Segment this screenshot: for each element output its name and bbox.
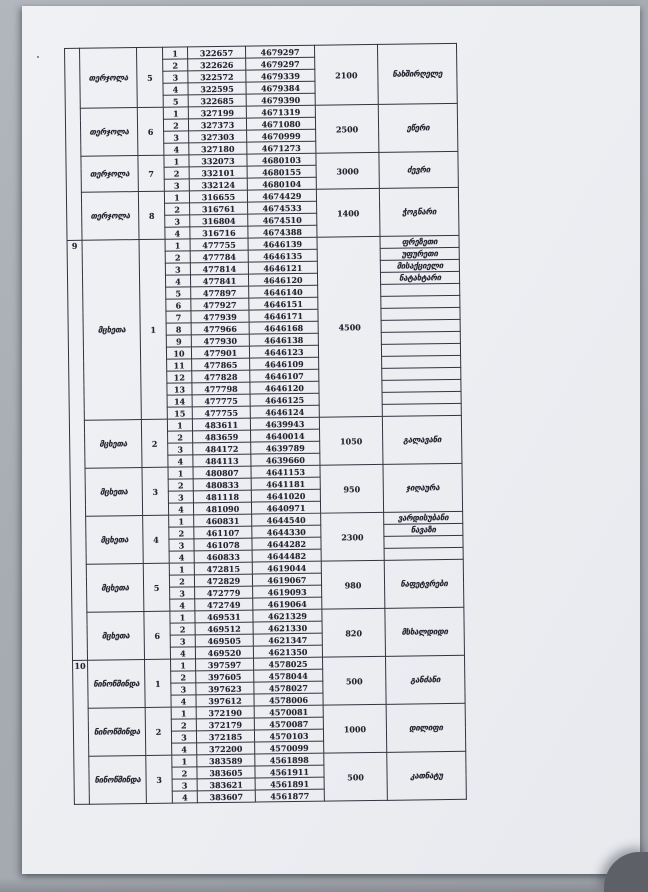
point-number-cell: 4 (168, 503, 193, 515)
y-coordinate-cell: 4679297 (245, 45, 314, 58)
point-number-cell: 15 (167, 407, 192, 419)
y-coordinate-cell: 4646140 (249, 285, 318, 298)
x-coordinate-cell: 461107 (194, 526, 252, 539)
license-number-cell: 5 (137, 47, 164, 107)
y-coordinate-cell: 4646123 (249, 345, 318, 358)
municipality-name-cell: თერჯოლა (81, 156, 138, 193)
x-coordinate-cell: 469520 (195, 646, 253, 659)
village-name-cell (381, 343, 460, 356)
village-name-cell (381, 295, 460, 308)
y-coordinate-cell: 4646171 (249, 309, 318, 322)
point-number-cell: 3 (170, 587, 195, 599)
point-number-cell: 2 (172, 767, 197, 779)
x-coordinate-cell: 383607 (197, 790, 255, 803)
point-number-cell: 3 (171, 731, 196, 743)
area-value-cell: 4500 (317, 236, 382, 417)
village-name-cell: გალავანი (382, 415, 462, 464)
point-number-cell: 2 (164, 167, 189, 179)
village-name-cell (382, 403, 461, 416)
x-coordinate-cell: 316761 (190, 202, 248, 215)
y-coordinate-cell: 4646120 (250, 381, 319, 394)
x-coordinate-cell: 322572 (188, 70, 246, 83)
y-coordinate-cell: 4674510 (248, 213, 317, 226)
point-number-cell: 4 (171, 695, 196, 707)
village-name-cell (381, 331, 460, 344)
point-number-cell: 4 (170, 647, 195, 659)
village-name-cell (382, 391, 461, 404)
point-number-cell: 3 (168, 443, 193, 455)
point-number-cell: 4 (165, 275, 190, 287)
scan-speck (37, 56, 39, 58)
x-coordinate-cell: 316655 (189, 190, 247, 203)
point-number-cell: 4 (164, 143, 189, 155)
y-coordinate-cell: 4578006 (254, 693, 323, 706)
municipality-name-cell: მცხეთა (87, 612, 145, 661)
y-coordinate-cell: 4619093 (253, 585, 322, 598)
x-coordinate-cell: 477865 (192, 358, 250, 371)
point-number-cell: 1 (165, 239, 190, 251)
x-coordinate-cell: 397623 (196, 682, 254, 695)
x-coordinate-cell: 484113 (193, 454, 251, 467)
area-value-cell: 1050 (319, 416, 383, 465)
x-coordinate-cell: 481090 (193, 502, 251, 515)
point-number-cell: 3 (169, 539, 194, 551)
y-coordinate-cell: 4641153 (251, 465, 320, 478)
area-value-cell: 820 (322, 608, 386, 657)
x-coordinate-cell: 460831 (194, 514, 252, 527)
x-coordinate-cell: 477814 (190, 262, 248, 275)
y-coordinate-cell: 4646151 (249, 297, 318, 310)
village-name-cell: ჯიღაურა (383, 463, 463, 512)
point-number-cell: 1 (164, 191, 189, 203)
x-coordinate-cell: 469512 (195, 622, 253, 635)
license-number-cell: 6 (137, 107, 164, 155)
y-coordinate-cell: 4670999 (247, 129, 316, 142)
village-name-cell (384, 547, 463, 560)
x-coordinate-cell: 322626 (188, 58, 246, 71)
area-value-cell: 980 (321, 560, 385, 609)
village-name-cell: ნახშირღელე (377, 43, 457, 104)
village-name-cell: მისაქციელი (380, 259, 459, 272)
area-value-cell: 950 (320, 464, 384, 513)
x-coordinate-cell: 327303 (189, 130, 247, 143)
license-number-cell: 8 (138, 191, 165, 239)
y-coordinate-cell: 4679339 (246, 69, 315, 82)
x-coordinate-cell: 316716 (190, 226, 248, 239)
y-coordinate-cell: 4641020 (251, 489, 320, 502)
municipality-name-cell: მცხეთა (85, 468, 143, 517)
y-coordinate-cell: 4679390 (246, 93, 315, 106)
point-number-cell: 3 (172, 779, 197, 791)
area-value-cell: 500 (322, 656, 386, 705)
municipality-name-cell: თერჯოლა (81, 192, 139, 241)
x-coordinate-cell: 480833 (193, 478, 251, 491)
x-coordinate-cell: 461078 (194, 538, 252, 551)
x-coordinate-cell: 484172 (193, 442, 251, 455)
point-number-cell: 3 (163, 71, 188, 83)
x-coordinate-cell: 483659 (193, 430, 251, 443)
y-coordinate-cell: 4679384 (246, 81, 315, 94)
section-index-cell: 9 (67, 240, 87, 660)
y-coordinate-cell: 4570099 (255, 741, 324, 754)
point-number-cell: 1 (170, 611, 195, 623)
license-number-cell: 3 (146, 755, 173, 803)
point-number-cell: 10 (166, 347, 191, 359)
y-coordinate-cell: 4570087 (254, 717, 323, 730)
municipality-name-cell: თერჯოლა (80, 108, 138, 157)
point-number-cell: 4 (170, 599, 195, 611)
x-coordinate-cell: 477784 (190, 250, 248, 263)
point-number-cell: 2 (163, 119, 188, 131)
point-number-cell: 2 (165, 203, 190, 215)
coordinates-table (64, 43, 467, 805)
y-coordinate-cell: 4680103 (247, 153, 316, 166)
point-number-cell: 4 (168, 455, 193, 467)
license-number-cell: 3 (142, 467, 169, 515)
x-coordinate-cell: 477939 (191, 310, 249, 323)
point-number-cell: 4 (165, 227, 190, 239)
area-value-cell: 1000 (323, 704, 387, 753)
y-coordinate-cell: 4646138 (249, 333, 318, 346)
x-coordinate-cell: 372200 (197, 742, 255, 755)
point-number-cell: 2 (169, 527, 194, 539)
x-coordinate-cell: 397612 (196, 694, 254, 707)
x-coordinate-cell: 383605 (197, 766, 255, 779)
y-coordinate-cell: 4619064 (253, 597, 322, 610)
x-coordinate-cell: 477798 (192, 382, 250, 395)
point-number-cell: 3 (165, 215, 190, 227)
point-number-cell: 4 (169, 551, 194, 563)
license-number-cell: 1 (145, 659, 172, 707)
village-name-cell (382, 379, 461, 392)
y-coordinate-cell: 4640014 (251, 429, 320, 442)
x-coordinate-cell: 372185 (196, 730, 254, 743)
point-number-cell: 3 (164, 179, 189, 191)
x-coordinate-cell: 332101 (189, 166, 247, 179)
y-coordinate-cell: 4644482 (252, 549, 321, 562)
x-coordinate-cell: 477930 (191, 334, 249, 347)
y-coordinate-cell: 4679297 (246, 57, 315, 70)
y-coordinate-cell: 4621350 (253, 645, 322, 658)
y-coordinate-cell: 4578025 (254, 657, 323, 670)
municipality-name-cell: მცხეთა (82, 240, 141, 421)
area-value-cell: 2100 (314, 44, 378, 105)
y-coordinate-cell: 4561877 (255, 789, 324, 802)
y-coordinate-cell: 4646107 (250, 369, 319, 382)
village-name-cell (384, 535, 463, 548)
point-number-cell: 9 (166, 335, 191, 347)
village-name-cell: ფრეზეთი (380, 235, 459, 248)
y-coordinate-cell: 4644540 (252, 513, 321, 526)
y-coordinate-cell: 4578044 (254, 669, 323, 682)
license-number-cell: 6 (144, 611, 171, 659)
license-number-cell: 2 (141, 419, 168, 467)
license-number-cell: 4 (143, 515, 170, 563)
y-coordinate-cell: 4674429 (247, 189, 316, 202)
y-coordinate-cell: 4680155 (247, 165, 316, 178)
area-value-cell: 3000 (316, 152, 379, 189)
y-coordinate-cell: 4674533 (248, 201, 317, 214)
point-number-cell: 1 (171, 707, 196, 719)
municipality-name-cell: ნინოწმინდა (88, 659, 146, 708)
license-number-cell: 2 (145, 707, 172, 755)
point-number-cell: 2 (165, 251, 190, 263)
point-number-cell: 2 (168, 479, 193, 491)
village-name-cell (382, 367, 461, 380)
license-number-cell: 5 (143, 563, 170, 611)
point-number-cell: 2 (171, 719, 196, 731)
x-coordinate-cell: 477927 (191, 298, 249, 311)
x-coordinate-cell: 477755 (190, 238, 248, 251)
y-coordinate-cell: 4619044 (252, 561, 321, 574)
point-number-cell: 1 (169, 563, 194, 575)
point-number-cell: 13 (167, 383, 192, 395)
x-coordinate-cell: 477755 (192, 406, 250, 419)
y-coordinate-cell: 4646135 (248, 249, 317, 262)
x-coordinate-cell: 481118 (193, 490, 251, 503)
y-coordinate-cell: 4646168 (249, 321, 318, 334)
scan-bottom-shadow (0, 878, 648, 892)
point-number-cell: 5 (163, 95, 188, 107)
point-number-cell: 2 (163, 59, 188, 71)
point-number-cell: 3 (165, 263, 190, 275)
point-number-cell: 2 (171, 671, 196, 683)
y-coordinate-cell: 4570103 (254, 729, 323, 742)
y-coordinate-cell: 4646120 (248, 273, 317, 286)
x-coordinate-cell: 372190 (196, 706, 254, 719)
y-coordinate-cell: 4578027 (254, 681, 323, 694)
point-number-cell: 1 (168, 467, 193, 479)
x-coordinate-cell: 327199 (188, 106, 246, 119)
y-coordinate-cell: 4646124 (250, 405, 319, 418)
y-coordinate-cell: 4646139 (248, 237, 317, 250)
village-name-cell (381, 307, 460, 320)
point-number-cell: 2 (168, 431, 193, 443)
village-name-cell: ნავაზი (384, 523, 463, 536)
x-coordinate-cell: 477966 (191, 322, 249, 335)
y-coordinate-cell: 4561891 (255, 777, 324, 790)
y-coordinate-cell: 4671080 (246, 117, 315, 130)
point-number-cell: 8 (166, 323, 191, 335)
x-coordinate-cell: 372179 (196, 718, 254, 731)
point-number-cell: 14 (167, 395, 192, 407)
village-name-cell (381, 283, 460, 296)
x-coordinate-cell: 469531 (195, 610, 253, 623)
x-coordinate-cell: 477841 (190, 274, 248, 287)
x-coordinate-cell: 332073 (189, 154, 247, 167)
village-name-cell (381, 319, 460, 332)
municipality-name-cell: ნინოწმინდა (88, 707, 146, 756)
y-coordinate-cell: 4561898 (255, 753, 324, 766)
x-coordinate-cell: 477775 (192, 394, 250, 407)
y-coordinate-cell: 4646109 (250, 357, 319, 370)
x-coordinate-cell: 383589 (197, 754, 255, 767)
license-number-cell: 7 (138, 155, 164, 191)
coordinates-table-wrap (64, 43, 467, 805)
point-number-cell: 1 (163, 107, 188, 119)
y-coordinate-cell: 4671319 (246, 105, 315, 118)
x-coordinate-cell: 469505 (195, 634, 253, 647)
village-name-cell: ჭოგნარი (379, 187, 459, 236)
x-coordinate-cell: 472779 (195, 586, 253, 599)
village-name-cell: ძევრი (379, 151, 458, 188)
municipality-name-cell: ნინოწმინდა (89, 755, 147, 804)
x-coordinate-cell: 316804 (190, 214, 248, 227)
y-coordinate-cell: 4641181 (251, 477, 320, 490)
x-coordinate-cell: 322657 (187, 46, 245, 59)
x-coordinate-cell: 460833 (194, 550, 252, 563)
x-coordinate-cell: 472829 (194, 574, 252, 587)
y-coordinate-cell: 4646121 (248, 261, 317, 274)
point-number-cell: 4 (172, 743, 197, 755)
area-value-cell: 2500 (315, 104, 379, 153)
village-name-cell: მსხალდიდი (385, 607, 465, 656)
point-number-cell: 3 (171, 683, 196, 695)
point-number-cell: 2 (170, 623, 195, 635)
point-number-cell: 11 (167, 359, 192, 371)
point-number-cell: 4 (163, 83, 188, 95)
x-coordinate-cell: 322685 (188, 94, 246, 107)
x-coordinate-cell: 322595 (188, 82, 246, 95)
x-coordinate-cell: 332124 (189, 178, 247, 191)
point-number-cell: 5 (166, 287, 191, 299)
y-coordinate-cell: 4639943 (250, 417, 319, 430)
area-value-cell: 2300 (321, 512, 385, 561)
y-coordinate-cell: 4561911 (255, 765, 324, 778)
x-coordinate-cell: 397597 (196, 658, 254, 671)
point-number-cell: 3 (164, 131, 189, 143)
village-name-cell: დილიფი (386, 703, 466, 752)
y-coordinate-cell: 4621329 (253, 609, 322, 622)
y-coordinate-cell: 4644330 (252, 525, 321, 538)
x-coordinate-cell: 327180 (189, 142, 247, 155)
y-coordinate-cell: 4680104 (247, 177, 316, 190)
y-coordinate-cell: 4674388 (248, 225, 317, 238)
point-number-cell: 1 (167, 419, 192, 431)
y-coordinate-cell: 4639789 (251, 441, 320, 454)
area-value-cell: 1400 (316, 188, 380, 237)
point-number-cell: 3 (168, 491, 193, 503)
license-number-cell: 1 (139, 239, 167, 419)
point-number-cell: 4 (172, 791, 197, 803)
x-coordinate-cell: 477897 (191, 286, 249, 299)
x-coordinate-cell: 472815 (194, 562, 252, 575)
y-coordinate-cell: 4640971 (251, 501, 320, 514)
village-name-cell: ვარდისუბანი (384, 511, 463, 524)
municipality-name-cell: თერჯოლა (80, 48, 138, 109)
y-coordinate-cell: 4644282 (252, 537, 321, 550)
municipality-name-cell: მცხეთა (86, 564, 144, 613)
municipality-name-cell: მცხეთა (84, 420, 142, 469)
y-coordinate-cell: 4570081 (254, 705, 323, 718)
village-name-cell: ეწერი (378, 103, 458, 152)
y-coordinate-cell: 4646125 (250, 393, 319, 406)
village-name-cell: კათნატუ (387, 751, 467, 800)
x-coordinate-cell: 397605 (196, 670, 254, 683)
village-name-cell: ნატახტარი (380, 271, 459, 284)
point-number-cell: 3 (170, 635, 195, 647)
x-coordinate-cell: 472749 (195, 598, 253, 611)
y-coordinate-cell: 4621330 (253, 621, 322, 634)
point-number-cell: 1 (171, 659, 196, 671)
municipality-name-cell: მცხეთა (86, 516, 144, 565)
point-number-cell: 1 (164, 155, 189, 167)
point-number-cell: 6 (166, 299, 191, 311)
x-coordinate-cell: 480807 (193, 466, 251, 479)
point-number-cell: 1 (172, 755, 197, 767)
village-name-cell: ნაფეტვრები (384, 559, 464, 608)
village-name-cell: უფურეთი (380, 247, 459, 260)
section-index-cell: 10 (73, 660, 90, 804)
y-coordinate-cell: 4619067 (252, 573, 321, 586)
x-coordinate-cell: 477828 (192, 370, 250, 383)
point-number-cell: 1 (162, 47, 187, 59)
point-number-cell: 2 (169, 575, 194, 587)
x-coordinate-cell: 383621 (197, 778, 255, 791)
point-number-cell: 12 (167, 371, 192, 383)
x-coordinate-cell: 483611 (192, 418, 250, 431)
x-coordinate-cell: 477901 (191, 346, 249, 359)
document-page (22, 6, 640, 874)
x-coordinate-cell: 327373 (188, 118, 246, 131)
y-coordinate-cell: 4639660 (251, 453, 320, 466)
village-name-cell (382, 355, 461, 368)
y-coordinate-cell: 4671273 (247, 141, 316, 154)
village-name-cell: განძანი (385, 655, 465, 704)
point-number-cell: 7 (166, 311, 191, 323)
y-coordinate-cell: 4621347 (253, 633, 322, 646)
area-value-cell: 500 (324, 752, 388, 801)
point-number-cell: 1 (169, 515, 194, 527)
